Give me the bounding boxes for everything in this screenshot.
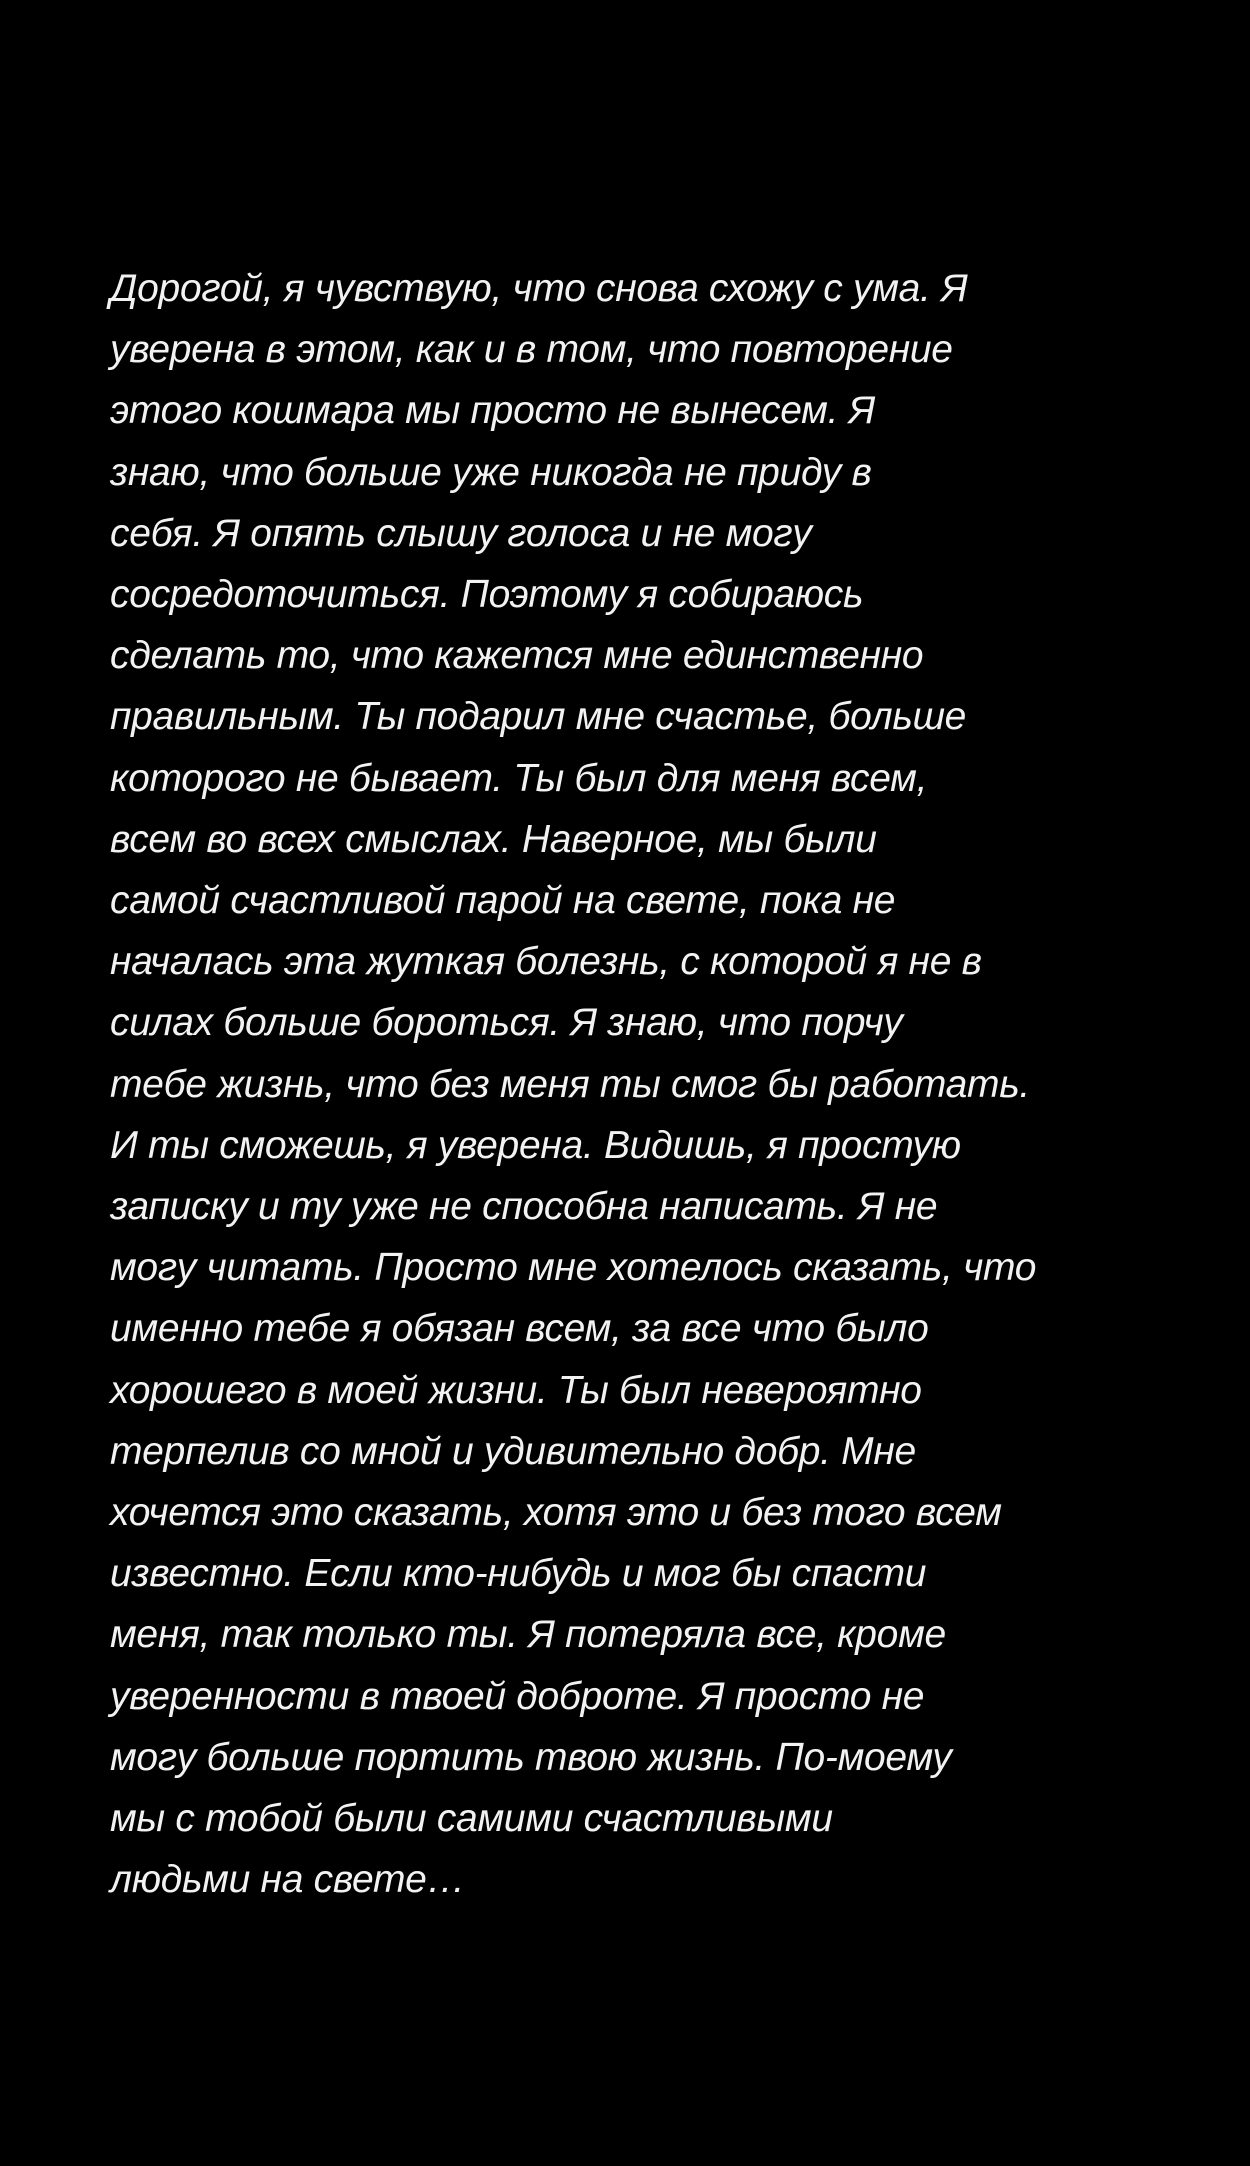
- letter-line: записку и ту уже не способна написать. Я не: [110, 1185, 938, 1229]
- letter-line: сделать то, что кажется мне единственно: [110, 634, 924, 678]
- letter-text: [110, 258, 1037, 1910]
- letter-line: мы с тобой были самими счастливыми: [110, 1797, 833, 1841]
- letter-line: людьми на свете…: [110, 1858, 466, 1902]
- letter-line: себя. Я опять слышу голоса и не могу: [110, 511, 812, 555]
- letter-line: И ты сможешь, я уверена. Видишь, я простую: [110, 1123, 961, 1167]
- letter-line: сосредоточиться. Поэтому я собираюсь: [110, 573, 864, 617]
- letter-line: тебе жизнь, что без меня ты смог бы работать.: [110, 1062, 1030, 1106]
- letter-line: меня, так только ты. Я потеряла все, кроме: [110, 1613, 946, 1657]
- letter-line: хочется это сказать, хотя это и без того всем: [110, 1491, 1002, 1535]
- letter-line: силах больше бороться. Я знаю, что порчу: [110, 1001, 903, 1045]
- letter-line: хорошего в моей жизни. Ты был невероятно: [110, 1368, 922, 1412]
- letter-line: знаю, что больше уже никогда не приду в: [110, 450, 872, 494]
- letter-line: началась эта жуткая болезнь, с которой я не в: [110, 940, 982, 984]
- letter-line: могу читать. Просто мне хотелось сказать, что: [110, 1246, 1037, 1290]
- letter-line: могу больше портить твою жизнь. По-моему: [110, 1735, 952, 1779]
- letter-line: известно. Если кто-нибудь и мог бы спасти: [110, 1552, 927, 1596]
- letter-line: именно тебе я обязан всем, за все что было: [110, 1307, 929, 1351]
- letter-line: Дорогой, я чувствую, что снова схожу с ума. Я: [110, 267, 968, 310]
- letter-line: самой счастливой парой на свете, пока не: [110, 879, 896, 923]
- letter-line: уверенности в твоей доброте. Я просто не: [110, 1674, 925, 1718]
- letter-line: этого кошмара мы просто не вынесем. Я: [110, 389, 875, 433]
- letter-line: терпелив со мной и удивительно добр. Мне: [110, 1429, 916, 1473]
- letter-line: уверена в этом, как и в том, что повторение: [110, 328, 953, 372]
- letter-line: которого не бывает. Ты был для меня всем,: [110, 756, 928, 800]
- letter-line: правильным. Ты подарил мне счастье, больше: [110, 695, 967, 739]
- letter-line: всем во всех смыслах. Наверное, мы были: [110, 817, 877, 861]
